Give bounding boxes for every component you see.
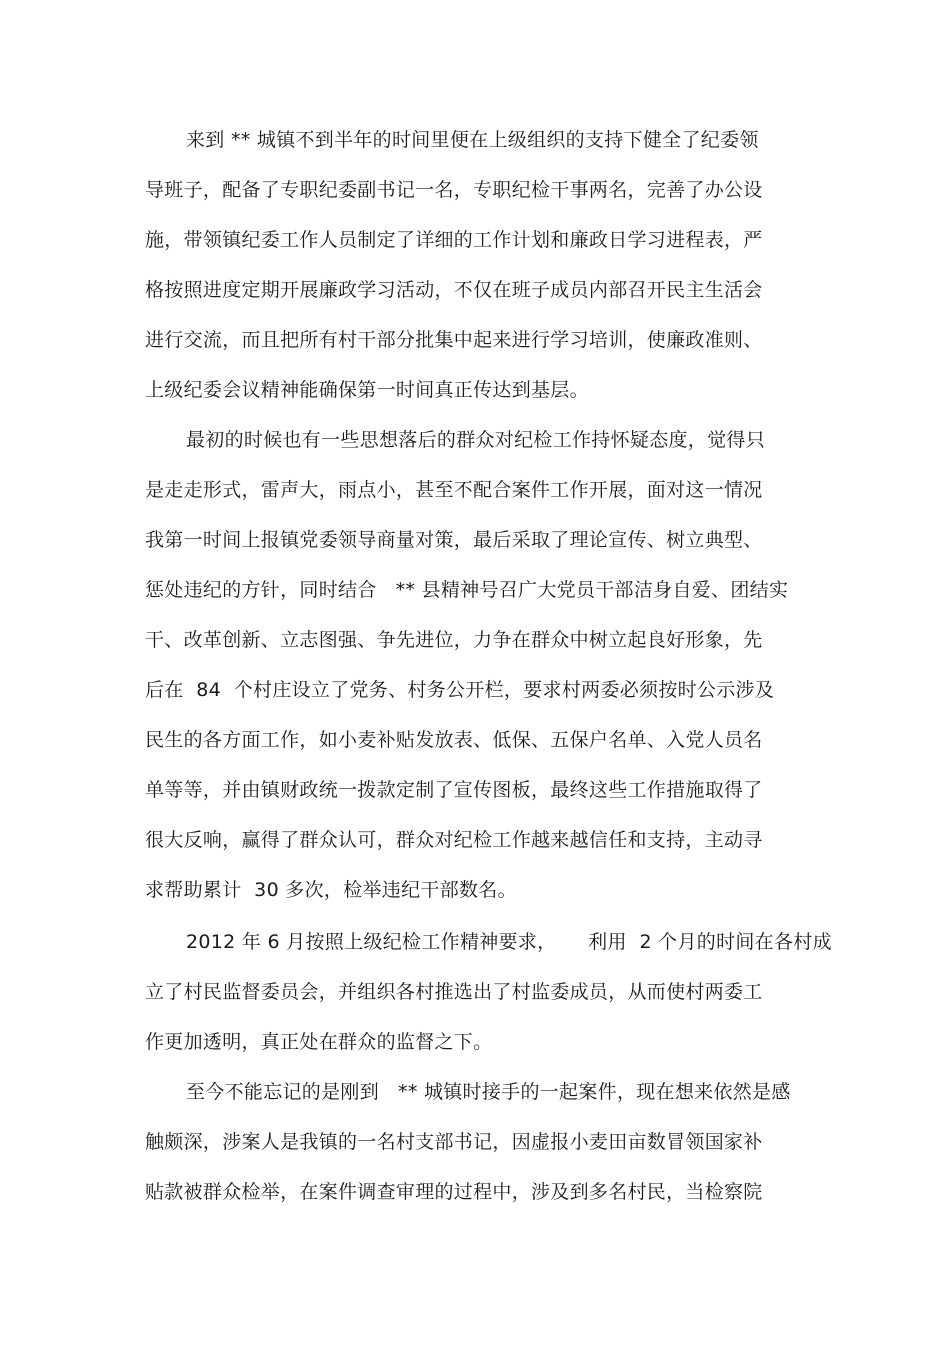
paragraph-1-line-3: 施，带领镇纪委工作人员制定了详细的工作计划和廉政日学习进程表，严 (145, 229, 763, 251)
paragraph-2-line-4: 惩处违纪的方针，同时结合 ** 县精神号召广大党员干部洁身自爱、团结实 (145, 579, 789, 601)
paragraph-2-line-8: 单等等，并由镇财政统一拨款定制了宣传图板，最终这些工作措施取得了 (145, 779, 763, 801)
paragraph-3-line-1: 2012 年 6 月按照上级纪检工作精神要求， 利用 2 个月的时间在各村成 (186, 931, 832, 953)
paragraph-1-line-6: 上级纪委会议精神能确保第一时间真正传达到基层。 (145, 379, 589, 401)
paragraph-2-line-2: 是走走形式，雷声大，雨点小，甚至不配合案件工作开展，面对这一情况 (145, 479, 763, 501)
paragraph-2-line-6: 后在 84 个村庄设立了党务、村务公开栏，要求村两委必须按时公示涉及 (145, 679, 775, 701)
paragraph-2-line-7: 民生的各方面工作，如小麦补贴发放表、低保、五保户名单、入党人员名 (145, 729, 763, 751)
paragraph-3-line-2: 立了村民监督委员会，并组织各村推选出了村监委成员，从而使村两委工 (145, 981, 763, 1003)
paragraph-2-line-5: 干、改革创新、立志图强、争先进位，力争在群众中树立起良好形象，先 (145, 629, 763, 651)
paragraph-4-line-1: 至今不能忘记的是刚到 ** 城镇时接手的一起案件，现在想来依然是感 (186, 1081, 791, 1103)
paragraph-1-line-5: 进行交流，而且把所有村干部分批集中起来进行学习培训，使廉政准则、 (145, 329, 763, 351)
paragraph-4-line-3: 贴款被群众检举，在案件调查审理的过程中，涉及到多名村民，当检察院 (145, 1181, 763, 1203)
paragraph-2-line-9: 很大反响，赢得了群众认可，群众对纪检工作越来越信任和支持，主动寻 (145, 829, 763, 851)
paragraph-2-line-10: 求帮助累计 30 多次，检举违纪干部数名。 (145, 879, 517, 901)
paragraph-2-line-3: 我第一时间上报镇党委领导商量对策，最后采取了理论宣传、树立典型、 (145, 529, 763, 551)
paragraph-2-line-1: 最初的时候也有一些思想落后的群众对纪检工作持怀疑态度，觉得只 (186, 429, 766, 451)
paragraph-4-line-2: 触颇深，涉案人是我镇的一名村支部书记，因虚报小麦田亩数冒领国家补 (145, 1131, 763, 1153)
paragraph-3-line-3: 作更加透明，真正处在群众的监督之下。 (145, 1031, 493, 1053)
paragraph-1-line-4: 格按照进度定期开展廉政学习活动，不仅在班子成员内部召开民主生活会 (145, 279, 763, 301)
paragraph-1-line-1: 来到 ** 城镇不到半年的时间里便在上级组织的支持下健全了纪委领 (186, 129, 759, 151)
paragraph-1-line-2: 导班子，配备了专职纪委副书记一名，专职纪检干事两名，完善了办公设 (145, 179, 763, 201)
